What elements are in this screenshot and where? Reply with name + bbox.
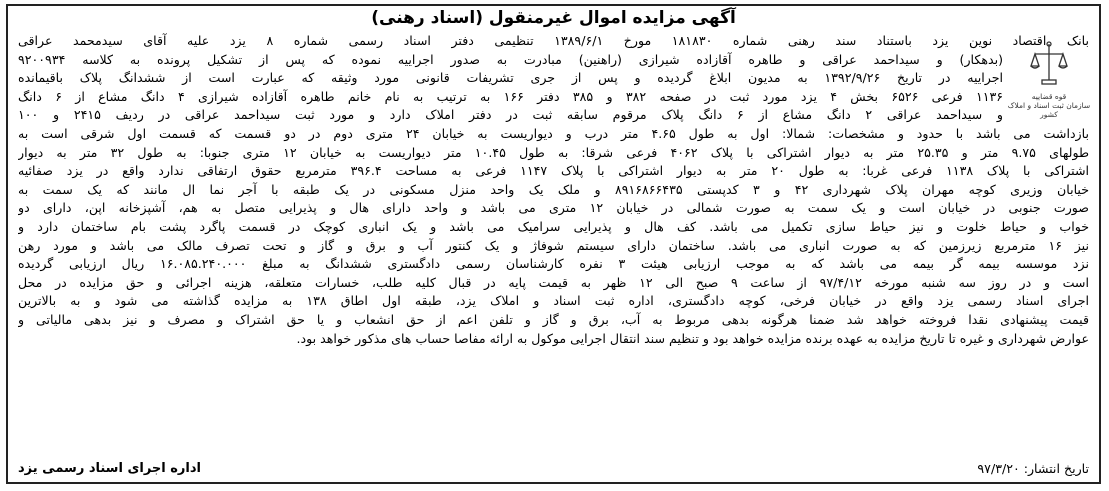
notice-line: قیمت پیشنهادی نقدا فروخته خواهد شد ضمنا هرگونه بدهی مربوط به آب، برق و گاز و تلفن اعم از حق انشعاب و یا حق اشتراک و مصرف و نیز بدهی مالیاتی و bbox=[18, 311, 1089, 327]
notice-line: بازداشت می باشد با حدود و مشخصات: شمالا: اول به طول ۴.۶۵ متر درب و دیواریست به خیابان ۲۴ متری دوم در دو قسمت که قسمت اول شرقی است به bbox=[18, 125, 1089, 141]
notice-line: و سیداحمد عراقی ۲ دانگ مشاع از ۶ دانگ پلاک مرقوم سابقه ثبت در دفتر املاک دارد و مورد ثبت سیداحمد عراقی در ردیف ۲۴۱۵ و ۱۰۰ bbox=[18, 107, 1003, 123]
notice-line: نیز ۱۶ مترمربع زیرزمین که به صورت انباری می باشد. ساختمان دارای سیستم شوفاژ و یک کنتور آب و برق و گاز و تحت تصرف مالک می باشد و مورد رهن bbox=[18, 237, 1089, 253]
notice-body bbox=[18, 32, 1089, 348]
notice-frame bbox=[6, 4, 1101, 484]
notice-footer bbox=[18, 458, 1089, 478]
notice-line: اشتراکی با پلاک ۱۱۳۸ فرعی غربا: به طول ۲۰ متر به دیوار اشتراکی با پلاک ۱۱۴۷ فرعی به مساحت ۳۹۶.۴ مترمربع حقوق ارتفاقی ندارد واقع در یزد صفائیه bbox=[18, 163, 1089, 179]
notice-line: صورت جنوبی در خیابان است و یک سمت به صورت شمالی در خیابان ۱۲ متری می باشد و واحد دارای هال و پذیرایی متصل به هم، آشپزخانه اپن، دارای دو bbox=[18, 200, 1089, 216]
notice-line: طولهای ۹.۷۵ متر و ۲۵.۳۵ متر به دیوار اشتراکی با پلاک ۴۰۶۲ فرعی شرقا: به طول ۱۰.۴۵ متر دیواریست به خیابان ۱۲ متری جنوبا: به طول ۳۲ متر به دیوار bbox=[18, 144, 1089, 160]
notice-line: است و در روز سه شنبه مورخه ۹۷/۴/۱۲ از ساعت ۹ صبح الی ۱۲ ظهر به قیمت پایه در قبال کلیه طلب، خسارات متعلقه، هزینه اجرائی و حق مزایده در محل bbox=[18, 274, 1089, 290]
notice-line: عوارض شهرداری و غیره تا تاریخ مزایده به عهده برنده مزایده خواهد بود و تنظیم سند انتقال اجرایی موکول به ارائه مفاصا حساب های مذکور خواهد بود. bbox=[296, 330, 1089, 346]
publish-date: تاریخ انتشار: ۹۷/۳/۲۰ bbox=[977, 460, 1089, 476]
notice-line: خیابان وزیری کوچه مهران پلاک شهرداری ۴۲ و ۳ کدپستی ۸۹۱۶۸۶۶۴۳۵ و ملک یک واحد منزل مسکونی در یک طبقه با آجر نما ال مانند که یک سمت به bbox=[18, 181, 1089, 197]
notice-line: خواب و حیاط خلوت و نیز حیاط سازی تکمیل می باشد. کف هال و پذیرایی سرامیک می باشد و یک انباری کوچک در قسمت پاگرد پشت بام ساختمان دارد و bbox=[18, 218, 1089, 234]
issuing-office: اداره اجرای اسناد رسمی یزد bbox=[18, 460, 202, 476]
notice-line: ۱۱۳۶ فرعی ۶۵۲۶ بخش ۴ یزد مورد ثبت در صفحه ۳۸۲ و ۳۸۵ دفتر ۱۶۶ به ترتیب به نام خانم طاهره آقازاده شیرازی ۴ دانگ مشاع از ۶ دانگ bbox=[18, 88, 1003, 104]
logo-caption-top: قوه قضاییه bbox=[1031, 92, 1067, 101]
logo-caption: سازمان ثبت اسناد و املاک کشور bbox=[1007, 101, 1091, 119]
notice-title: آگهی مزایده اموال غیرمنقول (اسناد رهنی) bbox=[371, 8, 736, 28]
notice-line: بانک اقتصاد نوین یزد باستناد سند رهنی شماره ۱۸۱۸۳۰ مورخ ۱۳۸۹/۶/۱ تنظیمی دفتر اسناد رسمی شماره ۸ یزد علیه آقای سیدمحمد عراقی bbox=[18, 33, 1089, 48]
notice-line: اجراییه در تاریخ ۱۳۹۲/۹/۲۶ به مدیون ابلاغ گردیده و پس از جری تشریفات قانونی مورد وثیقه که عبارت است از ششدانگ پلاک باقیمانده bbox=[18, 70, 1003, 86]
notice-line: نزد موسسه بیمه گر بیمه می باشد که به موجب ارزیابی هیئت ۳ نفره کارشناسان رسمی دادگستری ششدانگ به مبلغ ۱۶.۰۸۵.۲۴۰.۰۰۰ ریال ارزیابی گردیده bbox=[18, 256, 1089, 272]
notice-line: اجرای اسناد رسمی یزد واقع در خیابان فرخی، کوچه دادگستری، اداره ثبت اسناد و املاک یزد، طبقه اول اطاق ۱۳۸ به مزایده گذاشته می شود و به بالاترین bbox=[18, 293, 1089, 309]
notice-line: (بدهکار) و سیداحمد عراقی و طاهره آقازاده شیرازی (راهنین) مبادرت به صدور اجراییه نموده که پس از تشکیل پرونده به کلاسه ۹۲۰۰۹۳۴ bbox=[18, 51, 1003, 67]
